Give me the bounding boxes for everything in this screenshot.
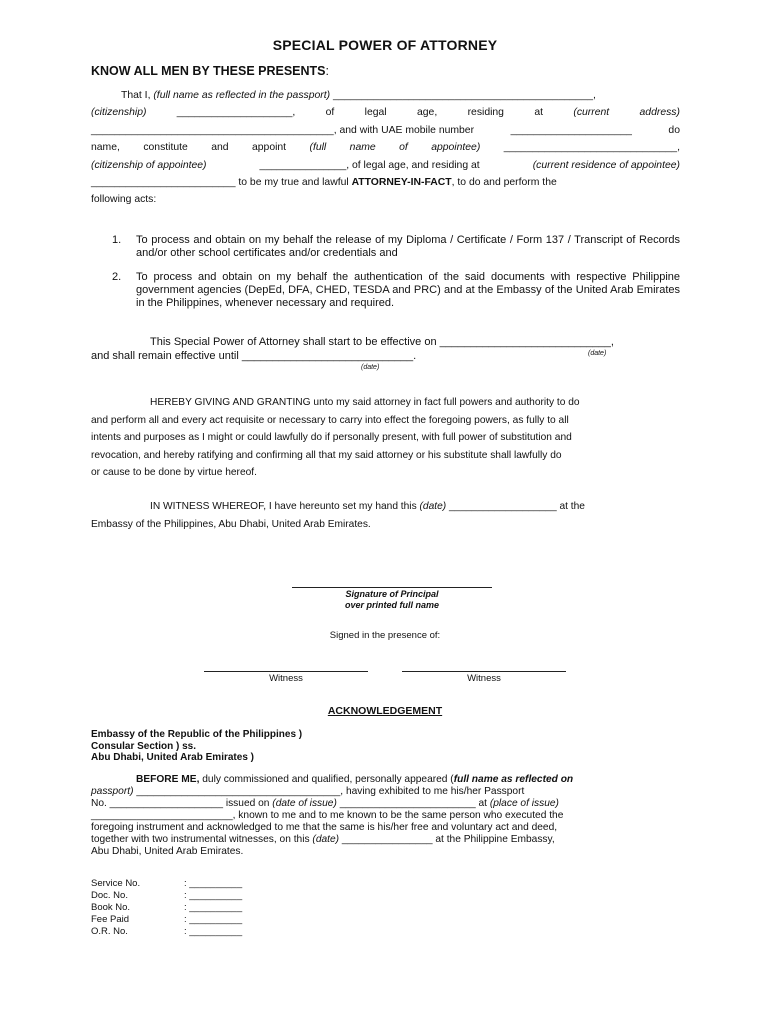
p1-l1b: (full name as reflected in the passport) [153,90,331,101]
p1-l4c: and [211,142,229,154]
p1-l2g: at [534,107,543,119]
principal-signature-caption [292,589,492,611]
ack-line-4: _________________________, known to me and to me known to be the same person who executed the [91,810,564,821]
list-item [91,926,242,938]
ack-l2-text [91,786,524,798]
ack-l6-text [91,834,555,846]
p1-l1c: _____________________________________________, [332,90,596,101]
p1-l6c: , to do and perform the [451,176,557,188]
before-me-term: BEFORE ME, [136,774,200,785]
ack-l1-text [136,774,573,786]
p1-l4a: name, [91,142,120,154]
effective-period [91,336,680,371]
service-label: Service No. [91,878,141,889]
p1-line-7 [91,191,680,208]
list-item [112,271,680,310]
document-title: SPECIAL POWER OF ATTORNEY [272,37,498,53]
witness-line-2: Embassy of the Philippines, Abu Dhabi, United Arab Emirates. [91,518,371,530]
witness1-label: Witness [269,673,303,684]
p1-l4g: of [399,142,408,154]
ack-a3c: ________________________ at [339,798,488,809]
effective-end-date-label: (date) [361,364,380,371]
ack-a2b: ____________________________________, having exhibited to me his/her Passport [136,786,525,797]
p1-l2b: ____________________, [176,107,296,119]
act-number: 1. [112,234,122,246]
hereby-paragraph [91,394,680,482]
venue-block [91,729,302,764]
list-item [91,914,242,926]
p1-line-4 [91,139,680,156]
acknowledgement-paragraph [91,774,680,858]
ack-a3a: No. ____________________ issued on [91,798,270,809]
ack-a3d: (place of issue) [489,798,559,809]
hereby-line: or cause to be done by virtue hereof. [91,467,257,479]
attorney-in-fact-term: ATTORNEY-IN-FACT [351,176,452,188]
ack-a3b: (date of issue) [272,798,337,809]
principal-paragraph [91,87,680,209]
list-item [112,234,680,260]
service-label: Fee Paid [91,914,130,925]
know-all-heading [91,64,329,78]
ack-a6a: together with two instrumental witnesses, on this [91,834,310,845]
p1-l6-text [91,174,557,191]
ack-a6c: ________________ at the Philippine Embassy, [341,834,555,845]
witness-l1b: (date) [419,501,447,512]
ack-l3-text [91,798,559,810]
service-value: : __________ [184,890,243,901]
p1-line-5 [91,157,680,174]
ack-line-7: Abu Dhabi, United Arab Emirates. [91,846,244,857]
witness-l1c: ___________________ at the [448,501,585,512]
ack-line-2 [91,786,680,798]
p1-l3b: _____________________ [510,124,632,136]
hereby-line: revocation, and hereby ratifying and confirming all that my said attorney or his substitute shall lawfully do [91,449,562,461]
know-all-text: KNOW ALL MEN BY THESE PRESENTS [91,64,326,78]
hereby-line: and perform all and every act requisite or necessary to carry into effect the foregoing powers, as fully to all [91,414,569,426]
service-value: : __________ [184,926,243,937]
service-value: : __________ [184,902,243,913]
know-all-colon: : [325,64,329,78]
p1-l3c: do [668,124,680,136]
ack-a1c: full name as reflected on [453,774,574,785]
principal-signature-line [292,587,492,588]
service-value: : __________ [184,914,243,925]
service-details [91,878,242,938]
service-value: : __________ [184,878,243,889]
venue-line-3: Abu Dhabi, United Arab Emirates ) [91,752,254,763]
witness-l1-text [150,498,585,516]
list-item [91,878,242,890]
p1-l5b: _______________, of legal age, and residing at [259,159,480,171]
p1-l2e: age, [416,107,438,119]
p1-l1-text [121,87,596,104]
p1-l2a: (citizenship) [91,107,147,119]
venue-line-1: Embassy of the Republic of the Philippines ) [91,729,303,740]
list-item [91,902,242,914]
ack-a2a: passport) [91,786,134,797]
p1-line-1 [91,87,680,104]
ack-a6b: (date) [312,834,340,845]
p1-l2d: legal [364,107,387,119]
hereby-line: intents and purposes as I might or could lawfully do if personally present, with full power of substitution and [91,432,572,444]
ack-line-5: foregoing instrument and acknowledged to me that the same is his/her free and voluntary act and deed, [91,822,558,833]
ack-line-6 [91,834,680,846]
witness2-signature-line [402,671,566,672]
p1-l4d: appoint [251,142,287,154]
p1-l4e: (full [309,142,327,154]
p1-line-2 [91,104,680,121]
acts-list [112,234,680,321]
hereby-line: HEREBY GIVING AND GRANTING unto my said attorney in fact full powers and authority to do [150,397,580,408]
act-text: To process and obtain on my behalf the release of my Diploma / Certificate / Form 137 / Transcript of Records and/or other school certificates and/or credentials and [136,234,680,259]
p1-l4i: ______________________________, [503,142,680,154]
list-item [91,890,242,902]
effective-start-date-label: (date) [588,350,607,357]
venue-line-2: Consular Section ) ss. [91,740,197,752]
witness-paragraph [91,498,680,533]
p1-l7: following acts: [91,194,157,206]
p1-l4h: appointee) [431,142,481,154]
witness-line-1 [91,498,680,516]
effective-end-line: and shall remain effective until ____________________________. [91,350,417,362]
signature-caption-line-1: Signature of Principal [345,589,439,599]
service-label: O.R. No. [91,926,128,937]
witness1-signature-line [204,671,368,672]
p1-l6a: _________________________ to be my true and lawful [91,176,349,188]
p1-line-3 [91,122,680,139]
service-label: Book No. [91,902,131,913]
signature-caption-line-2: over printed full name [344,600,440,610]
p1-l4f: name [349,142,376,154]
ack-a1b: duly commissioned and qualified, personally appeared ( [202,774,454,785]
acknowledgement-title: ACKNOWLEDGEMENT [327,705,443,717]
p1-l5a: (citizenship of appointee) [91,159,207,171]
p1-l3a: __________________________________________, and with UAE mobile number [91,124,475,136]
ack-line-3 [91,798,680,810]
signed-presence-text: Signed in the presence of: [329,630,441,641]
service-label: Doc. No. [91,890,128,901]
effective-start-line: This Special Power of Attorney shall start to be effective on ____________________________, [150,336,614,348]
p1-l2h: (current [573,107,610,119]
p1-line-6 [91,174,680,191]
p1-l1a: That I, [121,90,151,101]
witness-l1a: IN WITNESS WHEREOF, I have hereunto set my hand this [150,501,417,512]
witness2-label: Witness [467,673,501,684]
p1-l2c: of [325,107,335,119]
ack-line-1 [91,774,680,786]
p1-l2i: address) [639,107,680,119]
act-text: To process and obtain on my behalf the authentication of the said documents with respective Philippine government agencies (DepEd, DFA, CHED, TESDA and PRC) and at the Embassy of the United Arab Emirates in the Philippines, whenever necessary and required. [136,271,680,309]
p1-l5c: (current residence of appointee) [532,159,680,171]
p1-l4b: constitute [143,142,188,154]
p1-l2f: residing [467,107,504,119]
act-number: 2. [112,271,122,283]
